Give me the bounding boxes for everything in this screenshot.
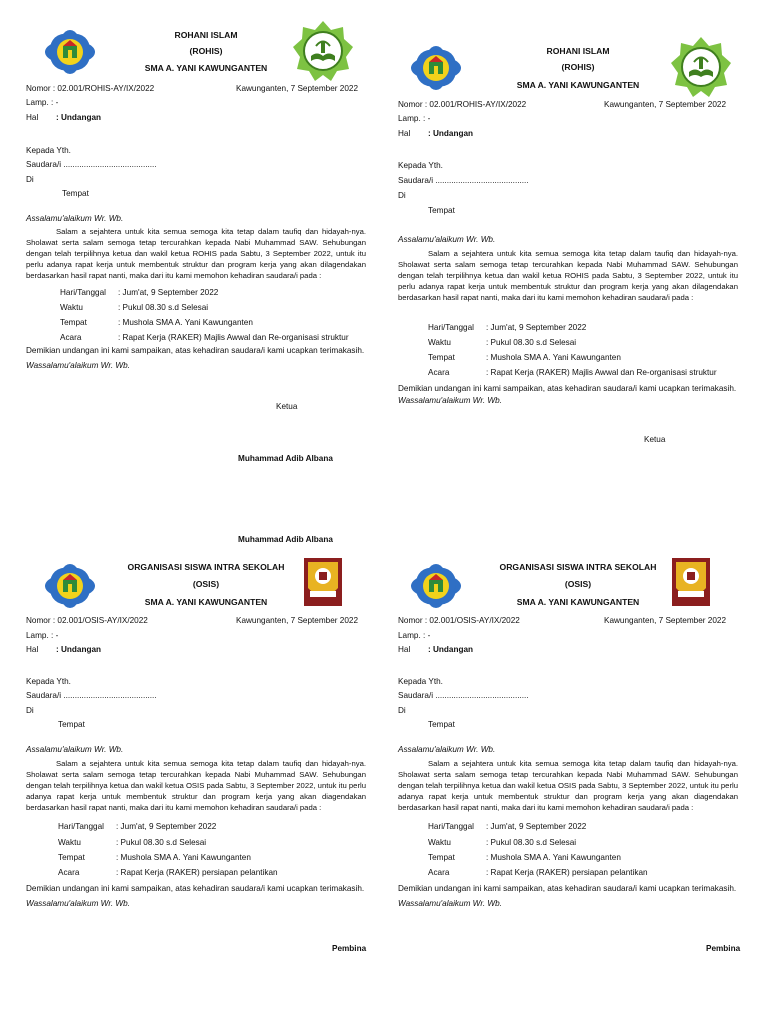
- detail-label: Tempat: [428, 853, 455, 862]
- school-name: SMA A. YANI KAWUNGANTEN: [516, 597, 640, 607]
- recipient-name: Saudara/i .........................................: [398, 176, 529, 185]
- subject-label: Hal: [26, 645, 39, 654]
- letter-date: Kawunganten, 7 September 2022: [604, 100, 726, 109]
- detail-row: [428, 368, 717, 377]
- school-name: SMA A. YANI KAWUNGANTEN: [144, 597, 268, 607]
- closing-salam: Wassalamu'alaikum Wr. Wb.: [398, 899, 502, 908]
- org-short-name: (ROHIS): [189, 46, 223, 56]
- opening-salam: Assalamu'alaikum Wr. Wb.: [26, 214, 124, 223]
- recipient-place: Tempat: [62, 189, 89, 198]
- detail-row: [428, 868, 648, 877]
- letter-number: Nomor : 02.001/OSIS-AY/IX/2022: [26, 616, 148, 625]
- detail-row: [60, 333, 349, 342]
- detail-value: : Rapat Kerja (RAKER) persiapan pelantikan: [116, 868, 278, 877]
- opening-salam: Assalamu'alaikum Wr. Wb.: [398, 745, 496, 754]
- detail-row: [58, 822, 216, 831]
- recipient-name: Saudara/i .........................................: [26, 691, 157, 700]
- school-name: SMA A. YANI KAWUNGANTEN: [516, 80, 640, 90]
- org-name: ORGANISASI SISWA INTRA SEKOLAH: [127, 562, 285, 572]
- detail-row: [58, 838, 206, 847]
- recipient-place: Tempat: [428, 720, 455, 729]
- opening-salam: Assalamu'alaikum Wr. Wb.: [26, 745, 124, 754]
- letter-osis-2: [398, 556, 758, 1036]
- attachment-line: Lamp. : -: [26, 98, 59, 107]
- letter-date: Kawunganten, 7 September 2022: [604, 616, 726, 625]
- signer-name: Muhammad Adib Albana: [238, 454, 333, 463]
- closing-salam: Wassalamu'alaikum Wr. Wb.: [398, 396, 502, 405]
- recipient-greeting: Kepada Yth.: [398, 677, 443, 686]
- attachment-line: Lamp. : -: [26, 631, 59, 640]
- recipient-di: Di: [26, 175, 34, 184]
- detail-label: Acara: [428, 868, 450, 877]
- recipient-greeting: Kepada Yth.: [398, 161, 443, 170]
- letter-rohis-1: [26, 20, 386, 500]
- recipient-greeting: Kepada Yth.: [26, 677, 71, 686]
- detail-label: Acara: [60, 333, 82, 342]
- detail-value: : Pukul 08.30 s.d Selesai: [116, 838, 207, 847]
- detail-row: [58, 868, 278, 877]
- detail-value: : Mushola SMA A. Yani Kawunganten: [116, 853, 251, 862]
- detail-value: : Rapat Kerja (RAKER) persiapan pelantikan: [486, 868, 648, 877]
- detail-row: [428, 838, 576, 847]
- detail-label: Hari/Tanggal: [428, 323, 474, 332]
- detail-value: : Pukul 08.30 s.d Selesai: [486, 838, 577, 847]
- detail-label: Tempat: [60, 318, 87, 327]
- letter-number: Nomor : 02.001/ROHIS-AY/IX/2022: [26, 84, 155, 93]
- detail-row: [428, 853, 621, 862]
- detail-row: [428, 338, 576, 347]
- subject-value: : Undangan: [56, 113, 102, 122]
- detail-row: [58, 853, 251, 862]
- detail-value: : Jum'at, 9 September 2022: [486, 822, 587, 831]
- letter-body: Salam a sejahtera untuk kita semua semoga kita tetap dalam taufiq dan hidayah-nya. Sholawat serta salam semoga tetap tercurahkan kepada Nabi Muhammad SAW. Sehubungan dengan telah terpilihnya ketua dan wakil ketua ROHIS pada Sabtu, 3 September 2022, untuk itu perlu adanya rapat kerja untuk membentuk struktur dan program kerja yang akan dilagendakan berdasarkan hasil rapat nanti, maka dari itu kami memohon kehadiran saudara/i pada :: [26, 227, 366, 280]
- signer-name: Muhammad Adib Albana: [238, 535, 333, 544]
- detail-row: [428, 323, 586, 332]
- subject-value: : Undangan: [428, 645, 474, 654]
- org-name: ROHANI ISLAM: [546, 46, 610, 56]
- detail-label: Waktu: [60, 303, 83, 312]
- detail-value: : Rapat Kerja (RAKER) Majlis Awwal dan Re-organisasi struktur: [118, 333, 349, 342]
- subject-value: : Undangan: [56, 645, 102, 654]
- closing-salam: Wassalamu'alaikum Wr. Wb.: [26, 899, 130, 908]
- detail-value: : Pukul 08.30 s.d Selesai: [118, 303, 209, 312]
- org-name: ROHANI ISLAM: [174, 30, 238, 40]
- recipient-place: Tempat: [428, 206, 455, 215]
- org-name: ORGANISASI SISWA INTRA SEKOLAH: [499, 562, 657, 572]
- subject-label: Hal: [398, 645, 411, 654]
- detail-label: Tempat: [428, 353, 455, 362]
- letter-body: Salam a sejahtera untuk kita semua semoga kita tetap dalam taufiq dan hidayah-nya. Sholawat serta salam semoga tetap tercurahkan kepada Nabi Muhammad SAW. Sehubungan dengan telah terpilihnya ketua dan wakil ketua OSIS pada Sabtu, 3 September 2022, untuk itu perlu adanya rapat kerja untuk membentuk struktur dan program kerja yang akan diagendakan berdasarkan hasil rapat nanti, maka dari itu kami memohon kehadiran saudara/i pada :: [398, 759, 738, 812]
- signer-role: Pembina: [706, 944, 741, 953]
- recipient-di: Di: [398, 191, 406, 200]
- detail-row: [60, 288, 218, 297]
- detail-value: : Jum'at, 9 September 2022: [118, 288, 219, 297]
- closing-text: Demikian undangan ini kami sampaikan, atas kehadiran saudara/i kami ucapkan terimakasih.: [398, 884, 737, 893]
- letter-body: Salam a sejahtera untuk kita semua semoga kita tetap dalam taufiq dan hidayah-nya. Sholawat serta salam semoga tetap tercurahkan kepada Nabi Muhammad SAW. Sehubungan dengan telah terpilihnya ketua dan wakil ketua ROHIS pada Sabtu, 3 September 2022, untuk itu perlu adanya rapat kerja untuk membentuk struktur dan program kerja yang akan dilagendakan berdasarkan hasil rapat nanti, maka dari itu kami memohon kehadiran saudara/i pada :: [398, 249, 738, 302]
- detail-value: : Pukul 08.30 s.d Selesai: [486, 338, 577, 347]
- recipient-di: Di: [26, 706, 34, 715]
- signer-role: Ketua: [644, 435, 666, 444]
- detail-value: : Jum'at, 9 September 2022: [486, 323, 587, 332]
- closing-salam: Wassalamu'alaikum Wr. Wb.: [26, 361, 130, 370]
- org-short-name: (OSIS): [564, 579, 592, 589]
- letter-number: Nomor : 02.001/OSIS-AY/IX/2022: [398, 616, 520, 625]
- detail-value: : Mushola SMA A. Yani Kawunganten: [486, 353, 621, 362]
- letter-rohis-2: [398, 36, 758, 516]
- subject-label: Hal: [26, 113, 39, 122]
- recipient-place: Tempat: [58, 720, 85, 729]
- detail-label: Tempat: [58, 853, 85, 862]
- attachment-line: Lamp. : -: [398, 114, 431, 123]
- detail-label: Hari/Tanggal: [428, 822, 474, 831]
- recipient-greeting: Kepada Yth.: [26, 146, 71, 155]
- detail-row: [60, 303, 208, 312]
- signer-role: Ketua: [276, 402, 298, 411]
- letter-osis-1: [26, 556, 386, 1036]
- detail-label: Waktu: [58, 838, 81, 847]
- signer-role: Pembina: [332, 944, 367, 953]
- detail-label: Acara: [428, 368, 450, 377]
- detail-label: Waktu: [428, 838, 451, 847]
- letter-date: Kawunganten, 7 September 2022: [236, 84, 358, 93]
- detail-label: Acara: [58, 868, 80, 877]
- subject-value: : Undangan: [428, 129, 474, 138]
- detail-value: : Mushola SMA A. Yani Kawunganten: [486, 853, 621, 862]
- letter-number: Nomor : 02.001/ROHIS-AY/IX/2022: [398, 100, 527, 109]
- detail-value: : Jum'at, 9 September 2022: [116, 822, 217, 831]
- attachment-line: Lamp. : -: [398, 631, 431, 640]
- letter-date: Kawunganten, 7 September 2022: [236, 616, 358, 625]
- school-name: SMA A. YANI KAWUNGANTEN: [144, 63, 268, 73]
- closing-text: Demikian undangan ini kami sampaikan, atas kehadiran saudara/i kami ucapkan terimakasih.: [26, 346, 365, 355]
- detail-row: [60, 318, 253, 327]
- recipient-name: Saudara/i .........................................: [26, 160, 157, 169]
- subject-label: Hal: [398, 129, 411, 138]
- detail-label: Hari/Tanggal: [58, 822, 104, 831]
- detail-value: : Mushola SMA A. Yani Kawunganten: [118, 318, 253, 327]
- detail-label: Waktu: [428, 338, 451, 347]
- detail-row: [428, 822, 586, 831]
- detail-value: : Rapat Kerja (RAKER) Majlis Awwal dan Re-organisasi struktur: [486, 368, 717, 377]
- closing-text: Demikian undangan ini kami sampaikan, atas kehadiran saudara/i kami ucapkan terimakasih.: [398, 384, 737, 393]
- org-short-name: (ROHIS): [561, 62, 595, 72]
- letter-body: Salam a sejahtera untuk kita semua semoga kita tetap dalam taufiq dan hidayah-nya. Sholawat serta salam semoga tetap tercurahkan kepada Nabi Muhammad SAW. Sehubungan dengan telah terpilihnya ketua dan wakil ketua OSIS pada Sabtu, 3 September 2022, untuk itu perlu adanya rapat kerja untuk membentuk struktur dan program kerja yang akan diagendakan berdasarkan hasil rapat nanti, maka dari itu kami memohon kehadiran saudara/i pada :: [26, 759, 366, 812]
- org-short-name: (OSIS): [192, 579, 220, 589]
- detail-label: Hari/Tanggal: [60, 288, 106, 297]
- recipient-name: Saudara/i .........................................: [398, 691, 529, 700]
- detail-row: [428, 353, 621, 362]
- recipient-di: Di: [398, 706, 406, 715]
- opening-salam: Assalamu'alaikum Wr. Wb.: [398, 235, 496, 244]
- closing-text: Demikian undangan ini kami sampaikan, atas kehadiran saudara/i kami ucapkan terimakasih.: [26, 884, 365, 893]
